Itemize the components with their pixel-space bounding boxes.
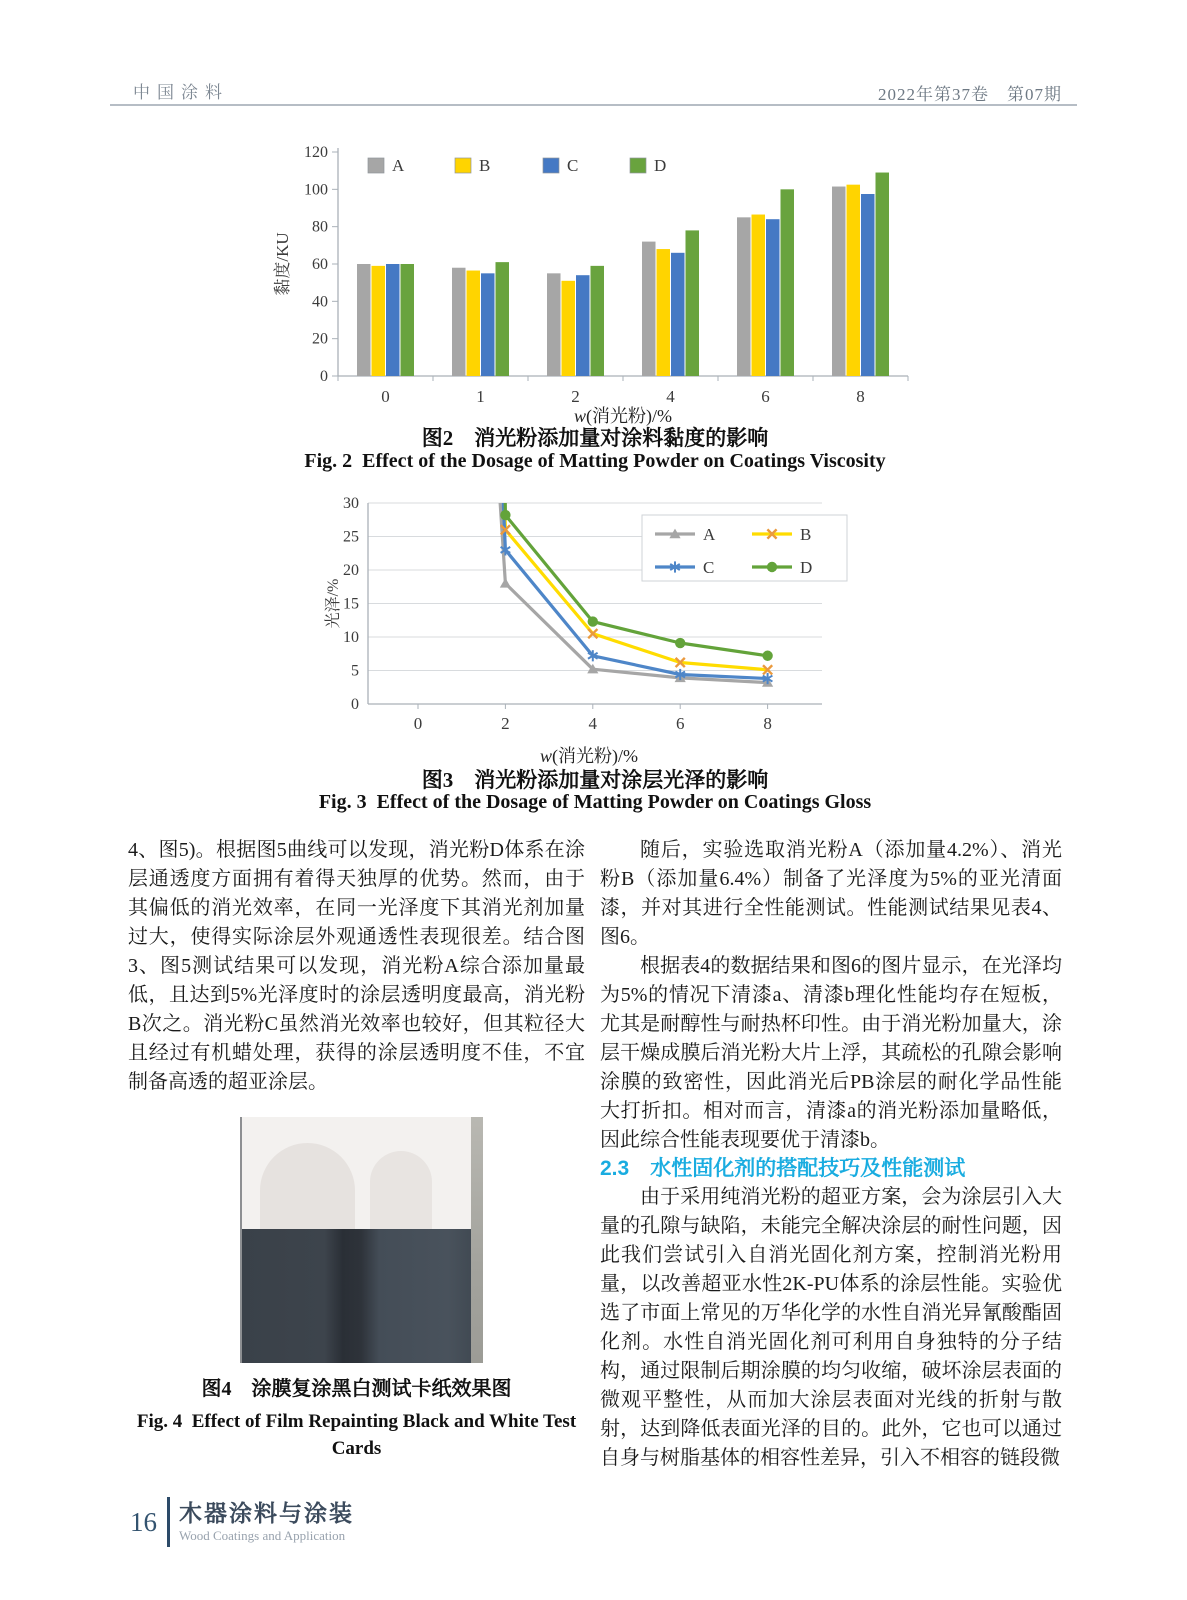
svg-text:1: 1 [476, 387, 485, 406]
coating-patch-shape [370, 1151, 432, 1229]
svg-text:8: 8 [763, 714, 772, 733]
section-heading-2-3: 2.3 水性固化剂的搭配技巧及性能测试 [600, 1157, 966, 1180]
svg-text:黏度/KU: 黏度/KU [273, 232, 292, 296]
svg-text:C: C [567, 156, 579, 175]
x-axis-unit: (消光粉)/% [586, 406, 672, 426]
svg-text:25: 25 [343, 528, 359, 546]
svg-text:120: 120 [304, 144, 328, 161]
figure2-viscosity-bar-chart [268, 142, 928, 408]
svg-text:6: 6 [675, 714, 685, 733]
footer-journal-cn: 木器涂料与涂装 [179, 1500, 354, 1526]
svg-text:A: A [703, 525, 716, 544]
svg-text:0: 0 [351, 696, 359, 713]
right-column [600, 836, 1062, 1473]
svg-text:20: 20 [343, 562, 359, 579]
svg-text:15: 15 [343, 595, 359, 613]
svg-text:0: 0 [320, 368, 328, 385]
body-paragraph: 随后，实验选取消光粉A（添加量4.2%）、消光粉B（添加量6.4%）制备了光泽度为5%的亚光清面漆，并对其进行全性能测试。性能测试结果见表4、图6。 [600, 839, 1062, 948]
figure4-caption-cn: 图4 涂膜复涂黑白测试卡纸效果图 [201, 1378, 512, 1400]
svg-text:光泽/%: 光泽/% [325, 578, 342, 629]
test-card-black-area [242, 1229, 471, 1363]
svg-text:30: 30 [343, 497, 359, 512]
x-axis-unit: (消光粉)/% [552, 746, 638, 766]
svg-text:4: 4 [588, 714, 598, 733]
photo-background-strip [471, 1117, 483, 1363]
body-paragraph: 根据表4的数据结果和图6的图片显示，在光泽均为5%的情况下清漆a、清漆b理化性能均存在短板，尤其是耐醇性与耐热杯印性。由于消光粉加量大，涂层干燥成膜后消光粉大片上浮，其疏松的孔隙会影响涂膜的致密性，因此消光后PB涂层的耐化学品性能大打折扣。相对而言，清漆a的消光粉添加量略低，因此综合性能表现要优于清漆b。 [600, 955, 1062, 1151]
svg-text:2: 2 [571, 387, 580, 406]
svg-text:20: 20 [312, 330, 328, 348]
svg-text:10: 10 [343, 629, 359, 646]
figure4-caption-en: Fig. 4 Effect of Film Repainting Black and White Test Cards [136, 1411, 581, 1459]
svg-text:100: 100 [304, 181, 328, 199]
svg-text:0: 0 [413, 714, 423, 733]
svg-text:40: 40 [312, 293, 328, 311]
svg-text:B: B [800, 525, 812, 544]
figure3-gloss-line-chart [322, 497, 882, 749]
svg-text:D: D [800, 558, 813, 577]
x-axis-variable: w [540, 746, 553, 766]
figure4-caption [128, 1372, 585, 1462]
figure2-caption-cn: 图2 消光粉添加量对涂料黏度的影响 [421, 426, 769, 450]
test-card-white-area [242, 1117, 471, 1229]
footer-divider-bar [167, 1497, 170, 1547]
svg-text:A: A [392, 156, 405, 175]
issue-info-header: 2022年第37卷 第07期 [878, 85, 1062, 104]
left-column [128, 836, 585, 1097]
svg-text:0: 0 [381, 387, 390, 406]
footer-journal-en: Wood Coatings and Application [179, 1528, 346, 1543]
body-paragraph: 由于采用纯消光粉的超亚方案，会为涂层引入大量的孔隙与缺陷，未能完全解决涂层的耐性问题，因此我们尝试引入自消光固化剂方案，控制消光粉用量，以改善超亚水性2K-PU体系的涂层性能。实验优选了市面上常见的万华化学的水性自消光异氰酸酯固化剂。水性自消光固化剂可利用自身独特的分子结构，通过限制后期涂膜的均匀收缩，破坏涂层表面的微观平整性，从而加大涂层表面对光线的折射与散射，达到降低表面光泽的目的。此外，它也可以通过自身与树脂基体的相容性差异，引入不相容的链段微 [600, 1186, 1062, 1469]
svg-text:2: 2 [501, 714, 510, 733]
svg-text:B: B [479, 156, 491, 175]
svg-text:C: C [703, 558, 715, 577]
x-axis-variable: w [574, 406, 587, 426]
svg-text:80: 80 [312, 218, 328, 236]
figure2-caption-en: Fig. 2 Effect of the Dosage of Matting Powder on Coatings Viscosity [304, 450, 886, 472]
figure4-test-card-photo [240, 1117, 483, 1363]
body-paragraph: 4、图5)。根据图5曲线可以发现，消光粉D体系在涂层通透度方面拥有着得天独厚的优势。然而，由于其偏低的消光效率，在同一光泽度下其消光剂加量过大，使得实际涂层外观通透性表现很差。结合图3、图5测试结果可以发现，消光粉A综合添加量最低，且达到5%光泽度时的涂层透明度最高，消光粉B次之。消光粉C虽然消光效率也较好，但其粒径大且经过有机蜡处理，获得的涂层透明度不佳，不宜制备高透的超亚涂层。 [128, 839, 585, 1093]
journal-name-header: 中国涂料 [133, 83, 229, 102]
svg-text:8: 8 [856, 387, 865, 406]
svg-text:4: 4 [666, 387, 675, 406]
figure3-caption-en: Fig. 3 Effect of the Dosage of Matting Powder on Coatings Gloss [318, 791, 872, 813]
header-divider [110, 104, 1077, 106]
coating-patch-shape [260, 1143, 355, 1229]
svg-text:60: 60 [312, 256, 328, 273]
figure3-caption-cn: 图3 消光粉添加量对涂层光泽的影响 [421, 768, 769, 792]
svg-text:D: D [654, 156, 667, 175]
svg-text:5: 5 [351, 662, 359, 680]
page-footer [130, 1497, 354, 1547]
page-number: 16 [130, 1506, 157, 1537]
svg-text:6: 6 [761, 387, 770, 406]
footer-titles [179, 1500, 354, 1544]
